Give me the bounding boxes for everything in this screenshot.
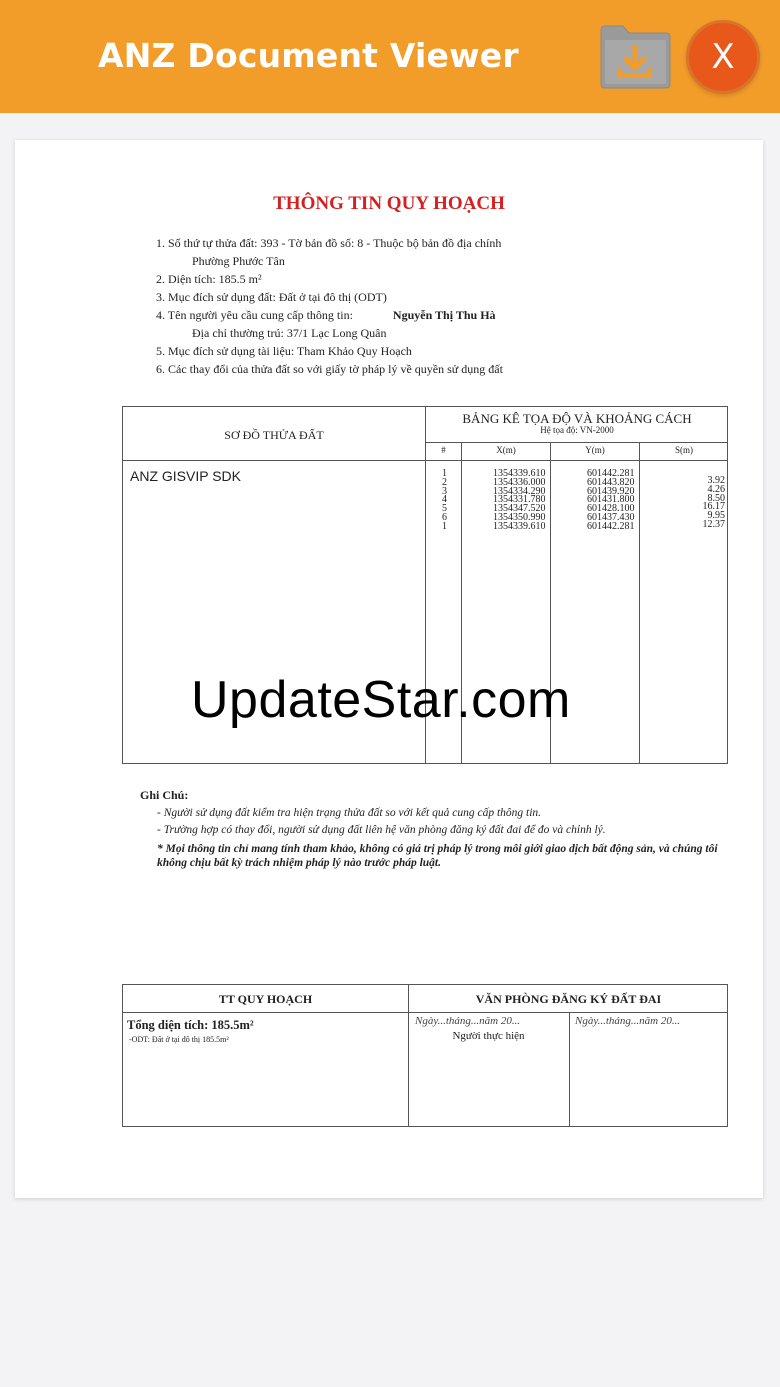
- divider: [123, 460, 727, 461]
- land-office-header: VĂN PHÒNG ĐĂNG KÝ ĐẤT ĐAI: [475, 992, 662, 1006]
- watermark: UpdateStar.com: [191, 671, 571, 729]
- total-area: Tổng diện tích: 185.5m²: [127, 1018, 254, 1032]
- executor-label: Người thực hiện: [452, 1030, 525, 1042]
- x-cell: 1354334.290: [493, 485, 546, 497]
- col-y-header: Y(m): [585, 445, 605, 455]
- y-cell: 601437.430: [587, 511, 635, 523]
- parcel-info: [156, 234, 503, 378]
- requester-name: Nguyễn Thị Thu Hà: [392, 308, 496, 322]
- info-line-5: 5. Mục đích sử dụng tài liệu: Tham Khảo Quy Hoạch: [156, 344, 412, 358]
- x-cell: 1354339.610: [493, 520, 546, 532]
- info-line-1: 1. Số thứ tự thửa đất: 393 - Tờ bản đồ số: 8 - Thuộc bộ bản đồ địa chính: [156, 236, 502, 250]
- note-1: - Người sử dụng đất kiểm tra hiện trạng thửa đất so với kết quả cung cấp thông tin.: [157, 807, 542, 819]
- notes-heading: Ghi Chú:: [140, 788, 189, 802]
- x-column: [493, 470, 546, 532]
- s-column: [683, 477, 725, 530]
- y-cell: 601439.920: [587, 485, 635, 497]
- num-cell: 6: [442, 511, 447, 523]
- y-column: [587, 470, 635, 532]
- s-cell: 8.50: [707, 492, 725, 504]
- x-cell: 1354331.780: [493, 494, 546, 506]
- download-folder-icon: [596, 22, 674, 90]
- s-cell: 3.92: [707, 475, 725, 486]
- info-line-3: 3. Mục đích sử dụng đất: Đất ở tại đô thị (ODT): [156, 290, 387, 304]
- num-cell: 2: [442, 476, 447, 488]
- col-s-header: S(m): [675, 445, 693, 455]
- x-cell: 1354336.000: [493, 476, 546, 488]
- x-cell: 1354350.990: [493, 511, 546, 523]
- num-cell: 1: [442, 468, 447, 479]
- s-cell: 4.26: [707, 483, 725, 495]
- x-cell: 1354347.520: [493, 503, 546, 515]
- close-button[interactable]: X: [686, 20, 760, 94]
- planning-header: TT QUY HOẠCH: [218, 992, 313, 1006]
- info-line-4b: Địa chỉ thường trú: 37/1 Lạc Long Quân: [192, 326, 387, 340]
- col-num-header: #: [441, 445, 446, 455]
- document-title: THÔNG TIN QUY HOẠCH: [273, 193, 505, 214]
- app-title: ANZ Document Viewer: [98, 36, 519, 75]
- app-header: [0, 0, 780, 113]
- info-line-1b: Phường Phước Tân: [192, 254, 285, 268]
- y-cell: 601442.281: [587, 520, 635, 532]
- sdk-label: ANZ GISVIP SDK: [130, 468, 241, 484]
- date-line-1: Ngày...tháng...năm 20...: [415, 1015, 521, 1027]
- divider: [569, 1012, 570, 1126]
- info-line-4: [156, 306, 503, 324]
- num-column: [442, 470, 447, 532]
- y-cell: 601443.820: [587, 476, 635, 488]
- s-cell: 16.17: [702, 501, 725, 513]
- odt-area: -ODT: Đất ở tại đô thị 185.5m²: [129, 1035, 229, 1044]
- coordinate-list-header: BẢNG KÊ TỌA ĐỘ VÀ KHOẢNG CÁCH: [462, 411, 692, 426]
- y-cell: 601442.281: [587, 468, 635, 479]
- document-page: [15, 140, 763, 1198]
- num-cell: 5: [442, 503, 447, 515]
- coordinate-system: Hệ tọa độ: VN-2000: [540, 425, 614, 435]
- s-cell: 9.95: [707, 510, 725, 522]
- plot-diagram-header: SƠ ĐỒ THỬA ĐẤT: [224, 428, 324, 442]
- disclaimer: * Mọi thông tin chỉ mang tính tham khảo, không có giá trị pháp lý trong môi giới giao dịch bất động sản, và chúng tôi không chịu bất kỳ trách nhiệm pháp lý nào trước pháp luật.: [157, 843, 718, 869]
- s-cell: 12.37: [702, 518, 725, 530]
- divider: [123, 1012, 727, 1013]
- note-2: - Trường hợp có thay đổi, người sử dụng đất liên hệ văn phòng đăng ký đất đai để đo và chỉnh lý.: [157, 824, 606, 836]
- x-cell: 1354339.610: [493, 468, 546, 479]
- y-cell: 601431.800: [587, 494, 635, 506]
- info-line-2: 2. Diện tích: 185.5 m²: [156, 272, 262, 286]
- col-x-header: X(m): [496, 445, 516, 455]
- num-cell: 3: [442, 485, 447, 497]
- num-cell: 1: [442, 520, 447, 532]
- info-line-6: 6. Các thay đổi của thửa đất so với giấy tờ pháp lý về quyền sử dụng đất: [156, 362, 503, 376]
- info-line-4-label: 4. Tên người yêu cầu cung cấp thông tin:: [156, 308, 353, 322]
- y-cell: 601428.100: [587, 503, 635, 515]
- divider: [426, 442, 727, 443]
- signature-table: [122, 984, 728, 1127]
- num-cell: 4: [442, 494, 447, 506]
- download-button[interactable]: [596, 22, 674, 90]
- divider: [639, 442, 640, 763]
- date-line-2: Ngày...tháng...năm 20...: [575, 1015, 681, 1027]
